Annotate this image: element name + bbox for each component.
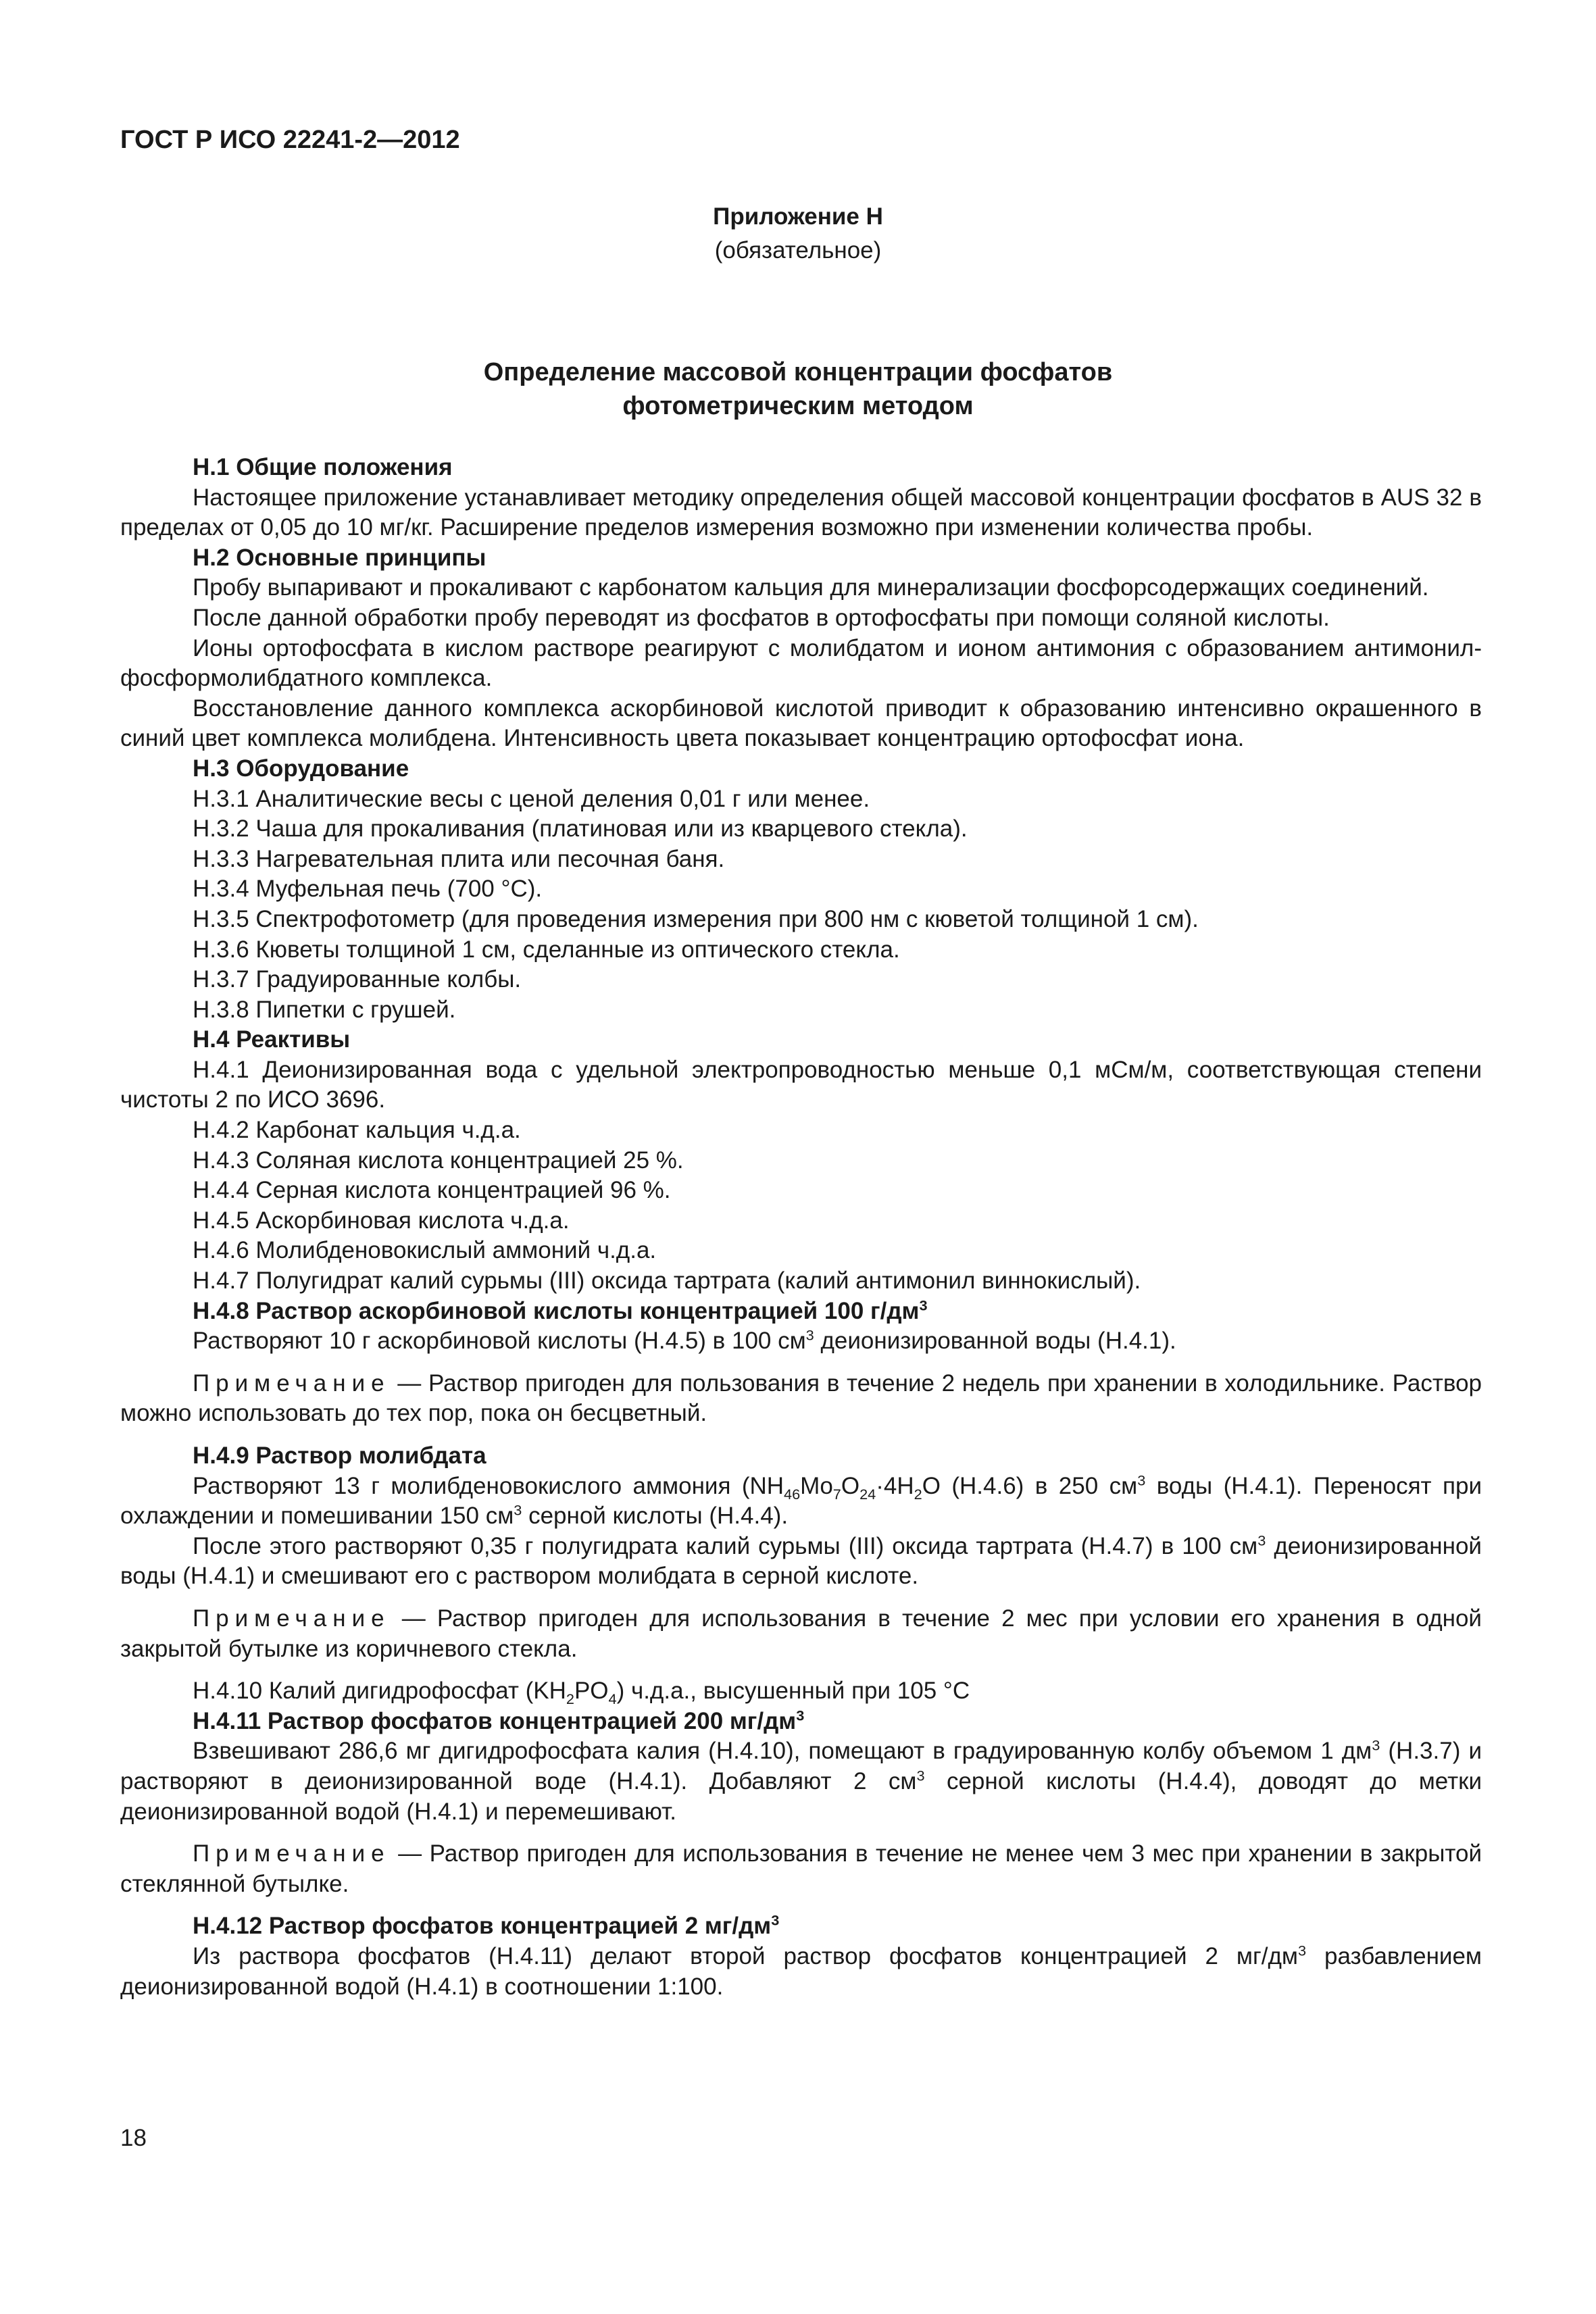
section-heading-h412: Н.4.12 Раствор фосфатов концентрацией 2 $мг/дм^3$ [193,1911,780,1940]
paragraph: Ионы ортофосфата в кислом растворе реагируют с молибдатом и ионом антимония с образованием антимонил-фосформолибдатного комплекса. [120,634,1482,692]
note: Примечание — Раствор пригоден для использования в течение не менее чем 3 мес при хранении в закрытой стеклянной бутылке. [120,1840,1482,1897]
list-item: Н.3.8 Пипетки с грушей. [193,996,456,1023]
list-item: Н.3.3 Нагревательная плита или песочная баня. [193,845,725,872]
document-title [0,355,1596,423]
list-item: Н.4.7 Полугидрат калий сурьмы (III) оксида тартрата (калий антимонил виннокислый). [193,1267,1141,1294]
note: Примечание — Раствор пригоден для использования в течение 2 мес при условии его хранения в одной закрытой бутылке из коричневого стекла. [120,1605,1482,1662]
section-heading-h4: Н.4 Реактивы [193,1026,351,1053]
note-label: Примечание [193,1605,391,1632]
section-heading-h2: Н.2 Основные принципы [193,544,487,571]
note: Примечание — Раствор пригоден для пользования в течение 2 недель при хранении в холодильнике. Раствор можно использовать до тех пор, пока он бесцветный. [120,1369,1482,1427]
list-item: Н.3.6 Кюветы толщиной 1 см, сделанные из оптического стекла. [193,936,900,963]
note-label: Примечание [193,1369,391,1397]
document-title-line1: Определение массовой концентрации фосфатов [483,358,1113,386]
document-title-line2: фотометрическим методом [622,392,974,420]
list-item: Н.4.5 Аскорбиновая кислота ч.д.а. [193,1207,570,1234]
list-item: Н.3.1 Аналитические весы с ценой деления 0,01 г или менее. [193,785,870,812]
list-item: Н.4.6 Молибденовокислый аммоний ч.д.а. [193,1237,657,1264]
list-item: Н.4.3 Соляная кислота концентрацией 25 %. [193,1147,684,1174]
section-heading-h49: Н.4.9 Раствор молибдата [193,1442,487,1469]
document-header: ГОСТ Р ИСО 22241-2—2012 [120,126,460,154]
paragraph: Из раствора фосфатов (Н.4.11) делают второй раствор фосфатов концентрацией 2 $мг/дм^3$ разбавлением деионизированной водой (Н.4.1) в соотношении 1:100. [120,1942,1482,2000]
list-item: Н.3.7 Градуированные колбы. [193,966,522,993]
paragraph: После этого растворяют 0,35 г полугидрата калий сурьмы (III) оксида тартрата (Н.4.7) в 100 $см^3$ деионизированной воды (Н.4.1) и смешивают его с раствором молибдата в серной кислоте. [120,1532,1482,1590]
note-label: Примечание [193,1840,391,1867]
paragraph: Пробу выпаривают и прокаливают с карбонатом кальция для минерализации фосфорсодержащих соединений. [193,574,1429,601]
list-item: Н.3.5 Спектрофотометр (для проведения измерения при 800 нм с кюветой толщиной 1 см). [193,905,1199,932]
list-item: Н.4.10 Калий дигидрофосфат $(KH_2PO_4)$ ч.д.а., высушенный при 105 °С [193,1678,970,1708]
paragraph: Настоящее приложение устанавливает методику определения общей массовой концентрации фосфатов в AUS 32 в пределах от 0,05 до 10 мг/кг. Расширение пределов измерения возможно при изменении количества пробы. [120,484,1482,541]
section-heading-h48: Н.4.8 Раствор аскорбиновой кислоты концентрацией 100 $г/дм^3$ [193,1296,928,1324]
list-item: Н.4.2 Карбонат кальция ч.д.а. [193,1117,521,1144]
list-item: Н.4.4 Серная кислота концентрацией 96 %. [193,1177,671,1204]
document-body [120,453,1482,2002]
section-heading-h3: Н.3 Оборудование [193,755,409,782]
paragraph: Растворяют 10 г аскорбиновой кислоты (Н.4.5) в 100 $см^3$ деионизированной воды (Н.4.1). [193,1326,1176,1355]
annex-subtitle: (обязательное) [714,237,882,263]
annex-title: Приложение Н [713,203,883,230]
section-heading-h411: Н.4.11 Раствор фосфатов концентрацией 200 $мг/дм^3$ [193,1707,805,1734]
list-item: Н.4.1 Деионизированная вода с удельной электропроводностью меньше 0,1 мСм/м, соответствующая степени чистоты 2 по ИСО 3696. [120,1056,1482,1113]
list-item: Н.3.2 Чаша для прокаливания (платиновая или из кварцевого стекла). [193,815,968,842]
paragraph: Растворяют 13 г молибденовокислого аммония ($NH_{46}Mo_7O_{24}\cdot 4H_2O$ (Н.4.6) в 250 $см^3$ воды (Н.4.1). Переносят при охлаждении и помешивании 150 $см^3$ серной кислоты (Н.4.4). [120,1471,1482,1530]
page-number: 18 [120,2125,147,2151]
list-item: Н.3.4 Муфельная печь (700 °С). [193,876,543,903]
section-heading-h1: Н.1 Общие положения [193,454,453,480]
paragraph: Взвешивают 286,6 мг дигидрофосфата калия (Н.4.10), помещают в градуированную колбу объемом 1 $дм^3$ (Н.3.7) и растворяют в деионизированной воде (Н.4.1). Добавляют 2 $см^3$ серной кислоты (Н.4.4), доводят до метки деионизированной водой (Н.4.1) и перемешивают. [120,1736,1482,1825]
paragraph: Восстановление данного комплекса аскорбиновой кислотой приводит к образованию интенсивно окрашенного в синий цвет комплекса молибдена. Интенсивность цвета показывает концентрацию ортофосфат иона. [120,695,1482,752]
paragraph: После данной обработки пробу переводят из фосфатов в ортофосфаты при помощи соляной кислоты. [193,604,1330,631]
